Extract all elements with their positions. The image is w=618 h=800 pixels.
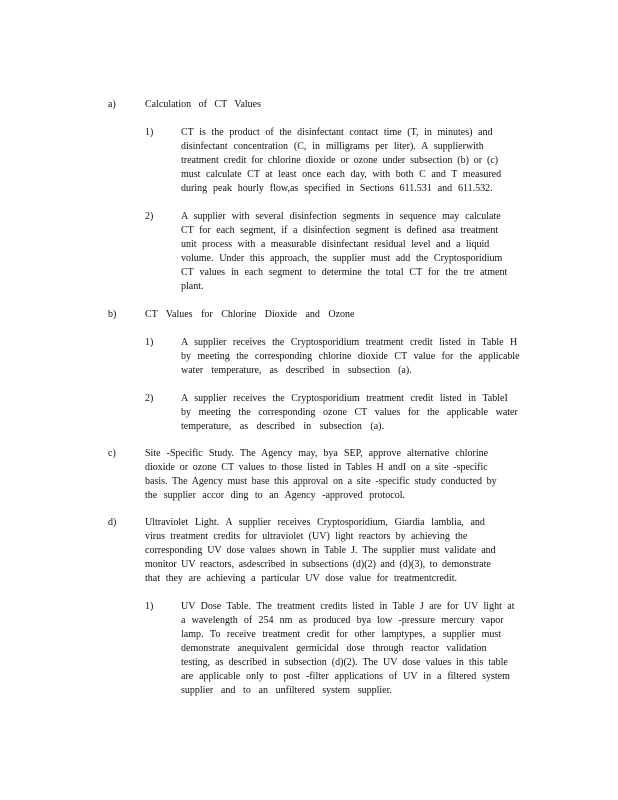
item-a1-line: disinfectant concentration (C, in milligrams per liter). A supplierwith <box>181 141 484 152</box>
item-a2-line: volume. Under this approach, the supplier must add the Cryptosporidium <box>181 253 503 264</box>
section-a-marker: a) <box>108 99 116 110</box>
section-d-line: that they are achieving a particular UV dose value for treatmentcredit. <box>145 573 457 584</box>
item-b1-marker: 1) <box>145 337 154 348</box>
item-d1-line: testing, as described in subsection (d)(2). The UV dose values in this table <box>181 657 508 668</box>
section-c-line: basis. The Agency must base this approval on a site -specific study conducted by <box>145 476 497 487</box>
section-b-title: CT Values for Chlorine Dioxide and Ozone <box>145 309 355 320</box>
item-a1-line: during peak hourly flow,as specified in Sections 611.531 and 611.532. <box>181 183 493 194</box>
item-a2-marker: 2) <box>145 211 154 222</box>
section-c-line: the supplier accor ding to an Agency -approved protocol. <box>145 490 405 501</box>
section-d-line: corresponding UV dose values shown in Table J. The supplier must validate and <box>145 545 496 556</box>
section-c-line: Site -Specific Study. The Agency may, bya SEP, approve alternative chlorine <box>145 448 489 459</box>
item-b1-line: A supplier receives the Cryptosporidium treatment credit listed in Table H <box>181 337 518 348</box>
item-b2-line: A supplier receives the Cryptosporidium treatment credit listed in TableI <box>181 393 508 404</box>
item-a2-line: CT values in each segment to determine the total CT for the tre atment <box>181 267 508 278</box>
section-d-marker: d) <box>108 517 117 528</box>
item-d1-marker: 1) <box>145 601 154 612</box>
item-d1-line: a wavelength of 254 nm as produced bya low -pressure mercury vapor <box>181 615 504 626</box>
section-d-line: monitor UV reactors, asdescribed in subsections (d)(2) and (d)(3), to demonstrate <box>145 559 491 570</box>
item-a1-marker: 1) <box>145 127 154 138</box>
item-a2-line: CT for each segment, if a disinfection segment is defined asa treatment <box>181 225 499 236</box>
item-a1-line: CT is the product of the disinfectant contact time (T, in minutes) and <box>181 127 493 138</box>
item-d1-line: demonstrate anequivalent germicidal dose through reactor validation <box>181 643 487 654</box>
item-b2-marker: 2) <box>145 393 154 404</box>
section-d-line: virus treatment credits for ultraviolet (UV) light reactors by achieving the <box>145 531 468 542</box>
item-a2-line: A supplier with several disinfection segments in sequence may calculate <box>181 211 501 222</box>
item-b2-line: by meeting the corresponding ozone CT values for the applicable water <box>181 407 518 418</box>
item-a2-line: plant. <box>181 281 204 292</box>
item-a1-line: treatment credit for chlorine dioxide or ozone under subsection (b) or (c) <box>181 155 499 166</box>
item-d1-line: UV Dose Table. The treatment credits listed in Table J are for UV light at <box>181 601 515 612</box>
section-c-marker: c) <box>108 448 116 459</box>
section-d-line: Ultraviolet Light. A supplier receives Cryptosporidium, Giardia lamblia, and <box>145 517 485 528</box>
item-a1-line: must calculate CT at least once each day, with both C and T measured <box>181 169 502 180</box>
item-a2-line: unit process with a measurable disinfectant residual level and a liquid <box>181 239 490 250</box>
item-d1-line: lamp. To receive treatment credit for other lamptypes, a supplier must <box>181 629 502 640</box>
item-d1-line: supplier and to an unfiltered system supplier. <box>181 685 392 696</box>
section-c-line: dioxide or ozone CT values to those listed in Tables H andI on a site -specific <box>145 462 488 473</box>
section-a-title: Calculation of CT Values <box>145 99 262 110</box>
item-b1-line: water temperature, as described in subsection (a). <box>181 365 412 376</box>
item-b2-line: temperature, as described in subsection (a). <box>181 421 384 432</box>
item-d1-line: are applicable only to post -filter applications of UV in a filtered system <box>181 671 510 682</box>
item-b1-line: by meeting the corresponding chlorine dioxide CT value for the applicable <box>181 351 520 362</box>
section-b-marker: b) <box>108 309 117 320</box>
